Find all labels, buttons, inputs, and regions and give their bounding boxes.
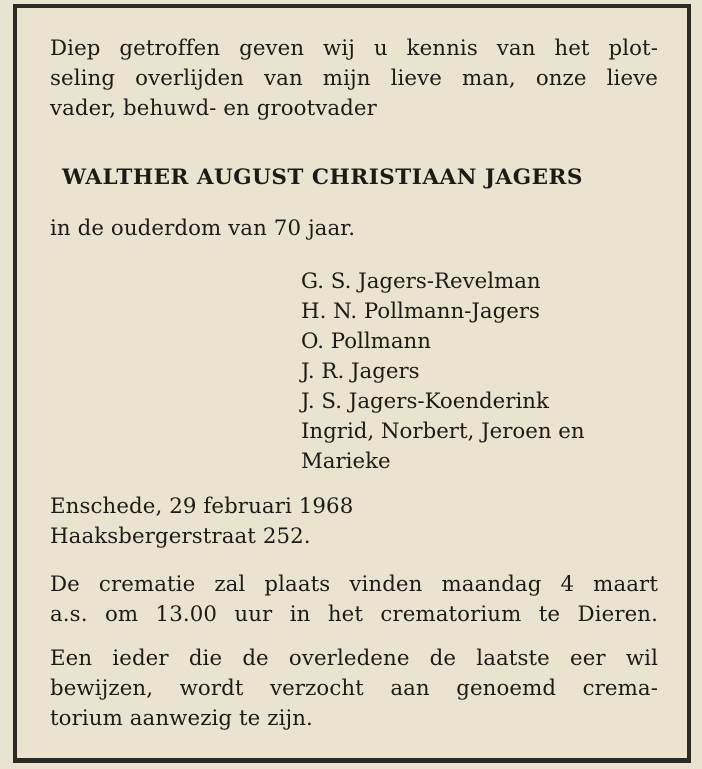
- family-name: J. R. Jagers: [301, 359, 420, 384]
- intro-paragraph: [50, 34, 658, 124]
- address: Haaksbergerstraat 252.: [50, 524, 311, 549]
- intro-line: vader, behuwd- en grootvader: [50, 96, 377, 121]
- family-name: Ingrid, Norbert, Jeroen en: [301, 419, 585, 444]
- closing-line: Een ieder die de overledene de laatste eer wil: [50, 646, 658, 671]
- family-name: J. S. Jagers-Koenderink: [301, 389, 549, 414]
- closing-line: torium aanwezig te zijn.: [50, 706, 313, 731]
- family-name: Marieke: [301, 449, 391, 474]
- intro-line: Diep getroffen geven wij u kennis van het plot-: [50, 36, 658, 61]
- cremation-paragraph: [50, 570, 658, 630]
- intro-line: seling overlijden van mijn lieve man, onze lieve: [50, 66, 658, 91]
- family-name: H. N. Pollmann-Jagers: [301, 299, 540, 324]
- family-name: O. Pollmann: [301, 329, 431, 354]
- closing-paragraph: [50, 644, 658, 734]
- cremation-line: De crematie zal plaats vinden maandag 4 maart: [50, 572, 658, 597]
- place-date: Enschede, 29 februari 1968: [50, 494, 354, 519]
- cremation-line: a.s. om 13.00 uur in het crematorium te Dieren.: [50, 602, 658, 627]
- family-name: G. S. Jagers-Revelman: [301, 269, 541, 294]
- deceased-name: WALTHER AUGUST CHRISTIAAN JAGERS: [62, 165, 583, 190]
- age-line: in de ouderdom van 70 jaar.: [50, 216, 356, 241]
- place-and-address: [50, 492, 353, 552]
- closing-line: bewijzen, wordt verzocht aan genoemd crema-: [50, 676, 658, 701]
- family-names-list: [301, 267, 585, 477]
